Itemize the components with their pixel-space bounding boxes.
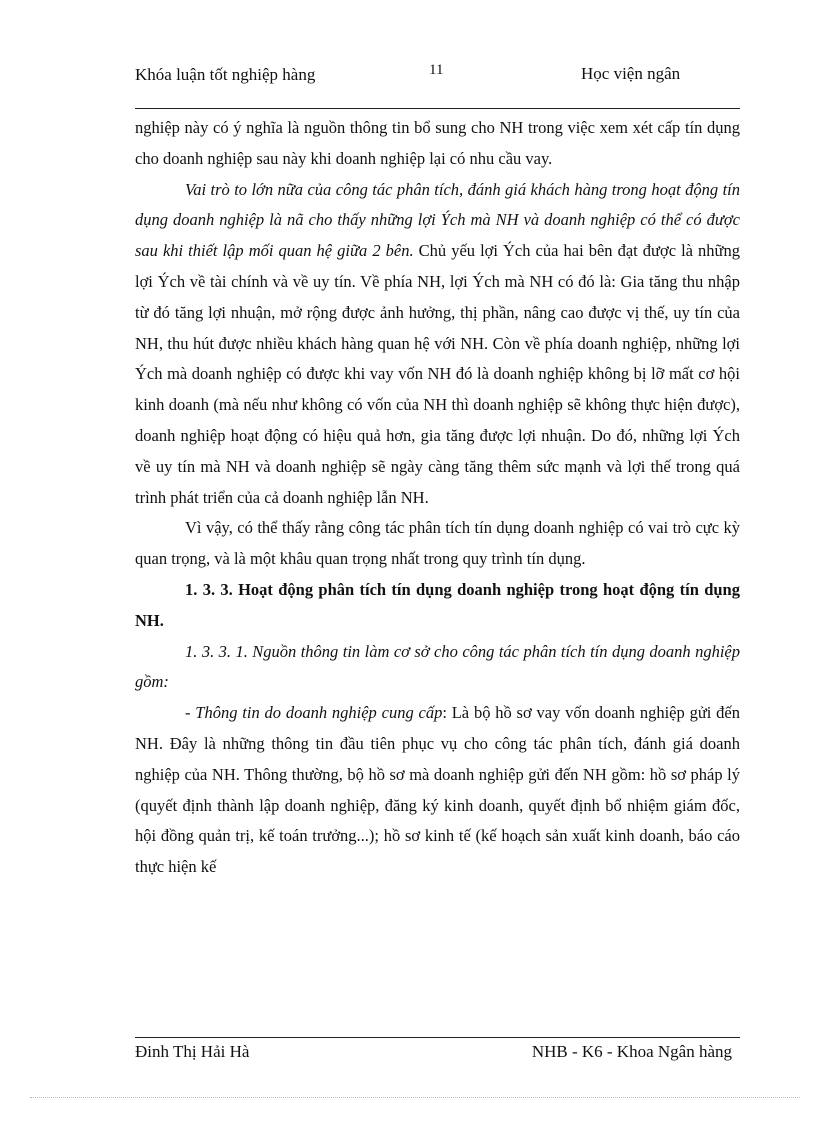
page-number: 11 <box>429 62 444 78</box>
paragraph-conclusion: Vì vậy, có thể thấy rằng công tác phân tích tín dụng doanh nghiệp có vai trò cực kỳ quan trọng, và là một khâu quan trọng nhất trong quy trình tín dụng. <box>135 518 740 569</box>
paragraph-continuation: nghiệp này có ý nghĩa là nguồn thông tin bổ sung cho NH trong việc xem xét cấp tín dụng cho doanh nghiệp sau này khi doanh nghiệp lại có nhu cầu vay. <box>135 118 740 168</box>
page-bottom-dotted-line <box>30 1097 800 1098</box>
section-heading: 1. 3. 3. Hoạt động phân tích tín dụng doanh nghiệp trong hoạt động tín dụng NH. <box>135 579 740 630</box>
footer-rule <box>135 1037 740 1038</box>
footer-class: NHB - K6 - Khoa Ngân hàng <box>531 1042 732 1061</box>
header-thesis-label: Khóa luận tốt nghiệp hàng <box>135 65 316 84</box>
subsection-heading: 1. 3. 3. 1. Nguồn thông tin làm cơ sở cho công tác phân tích tín dụng doanh nghiệp gồm: <box>135 641 740 692</box>
footer-author: Đinh Thị Hải Hà <box>135 1042 250 1061</box>
page-header <box>135 58 740 108</box>
paragraph-sources: - Thông tin do doanh nghiệp cung cấp: Là bộ hồ sơ vay vốn doanh nghiệp gửi đến NH. Đây là những thông tin đầu tiên phục vụ cho công tác phân tích, đánh giá doanh nghiệp của NH. Thông thường, bộ hồ sơ mà doanh nghiệp gửi đến NH gồm: hồ sơ pháp lý (quyết định thành lập doanh nghiệp, đăng ký kinh doanh, quyết định bổ nhiệm giám đốc, hội đồng quản trị, kế toán trưởng...); hồ sơ kinh tế (kế hoạch sản xuất kinh doanh, báo cáo thực hiện kế <box>135 703 740 877</box>
header-institution: Học viện ngân <box>581 64 681 83</box>
italic-lead: - Thông tin do doanh nghiệp cung cấp <box>185 703 443 723</box>
header-rule <box>135 108 740 109</box>
italic-lead: Vai trò to lớn nữa của công tác phân tích, đánh giá khách hàng trong hoạt động tín dụng doanh nghiệp là nã cho thấy những lợi Ých mà NH và doanh nghiệp có thể có được sau khi thiết lập mối quan hệ giữa 2 bên. <box>135 179 740 261</box>
paragraph-role: Vai trò to lớn nữa của công tác phân tích, đánh giá khách hàng trong hoạt động tín dụng doanh nghiệp là nã cho thấy những lợi Ých mà NH và doanh nghiệp có thể có được sau khi thiết lập mối quan hệ giữa 2 bên. Chủ yếu lợi Ých của hai bên đạt được là những lợi Ých về tài chính và về uy tín. Về phía NH, lợi Ých mà NH có đó là: Gia tăng thu nhập từ đó tăng lợi nhuận, mở rộng được ảnh hưởng, thị phần, nâng cao được vị thế, uy tín của NH, thu hút được nhiều khách hàng quan hệ với NH. Còn về phía doanh nghiệp, những lợi Ých mà doanh nghiệp có được khi vay vốn NH đó là doanh nghiệp không bị lỡ mất cơ hội kinh doanh (mà nếu như không có vốn của NH thì doanh nghiệp sẽ không thực hiện được), doanh nghiệp hoạt động có hiệu quả hơn, gia tăng được lợi nhuận. Do đó, những lợi Ých về uy tín mà NH và doanh nghiệp sẽ ngày càng tăng thêm sức mạnh và lợi thế trong quá trình phát triển của cả doanh nghiệp lẫn NH. <box>135 179 740 507</box>
document-body <box>135 113 740 883</box>
